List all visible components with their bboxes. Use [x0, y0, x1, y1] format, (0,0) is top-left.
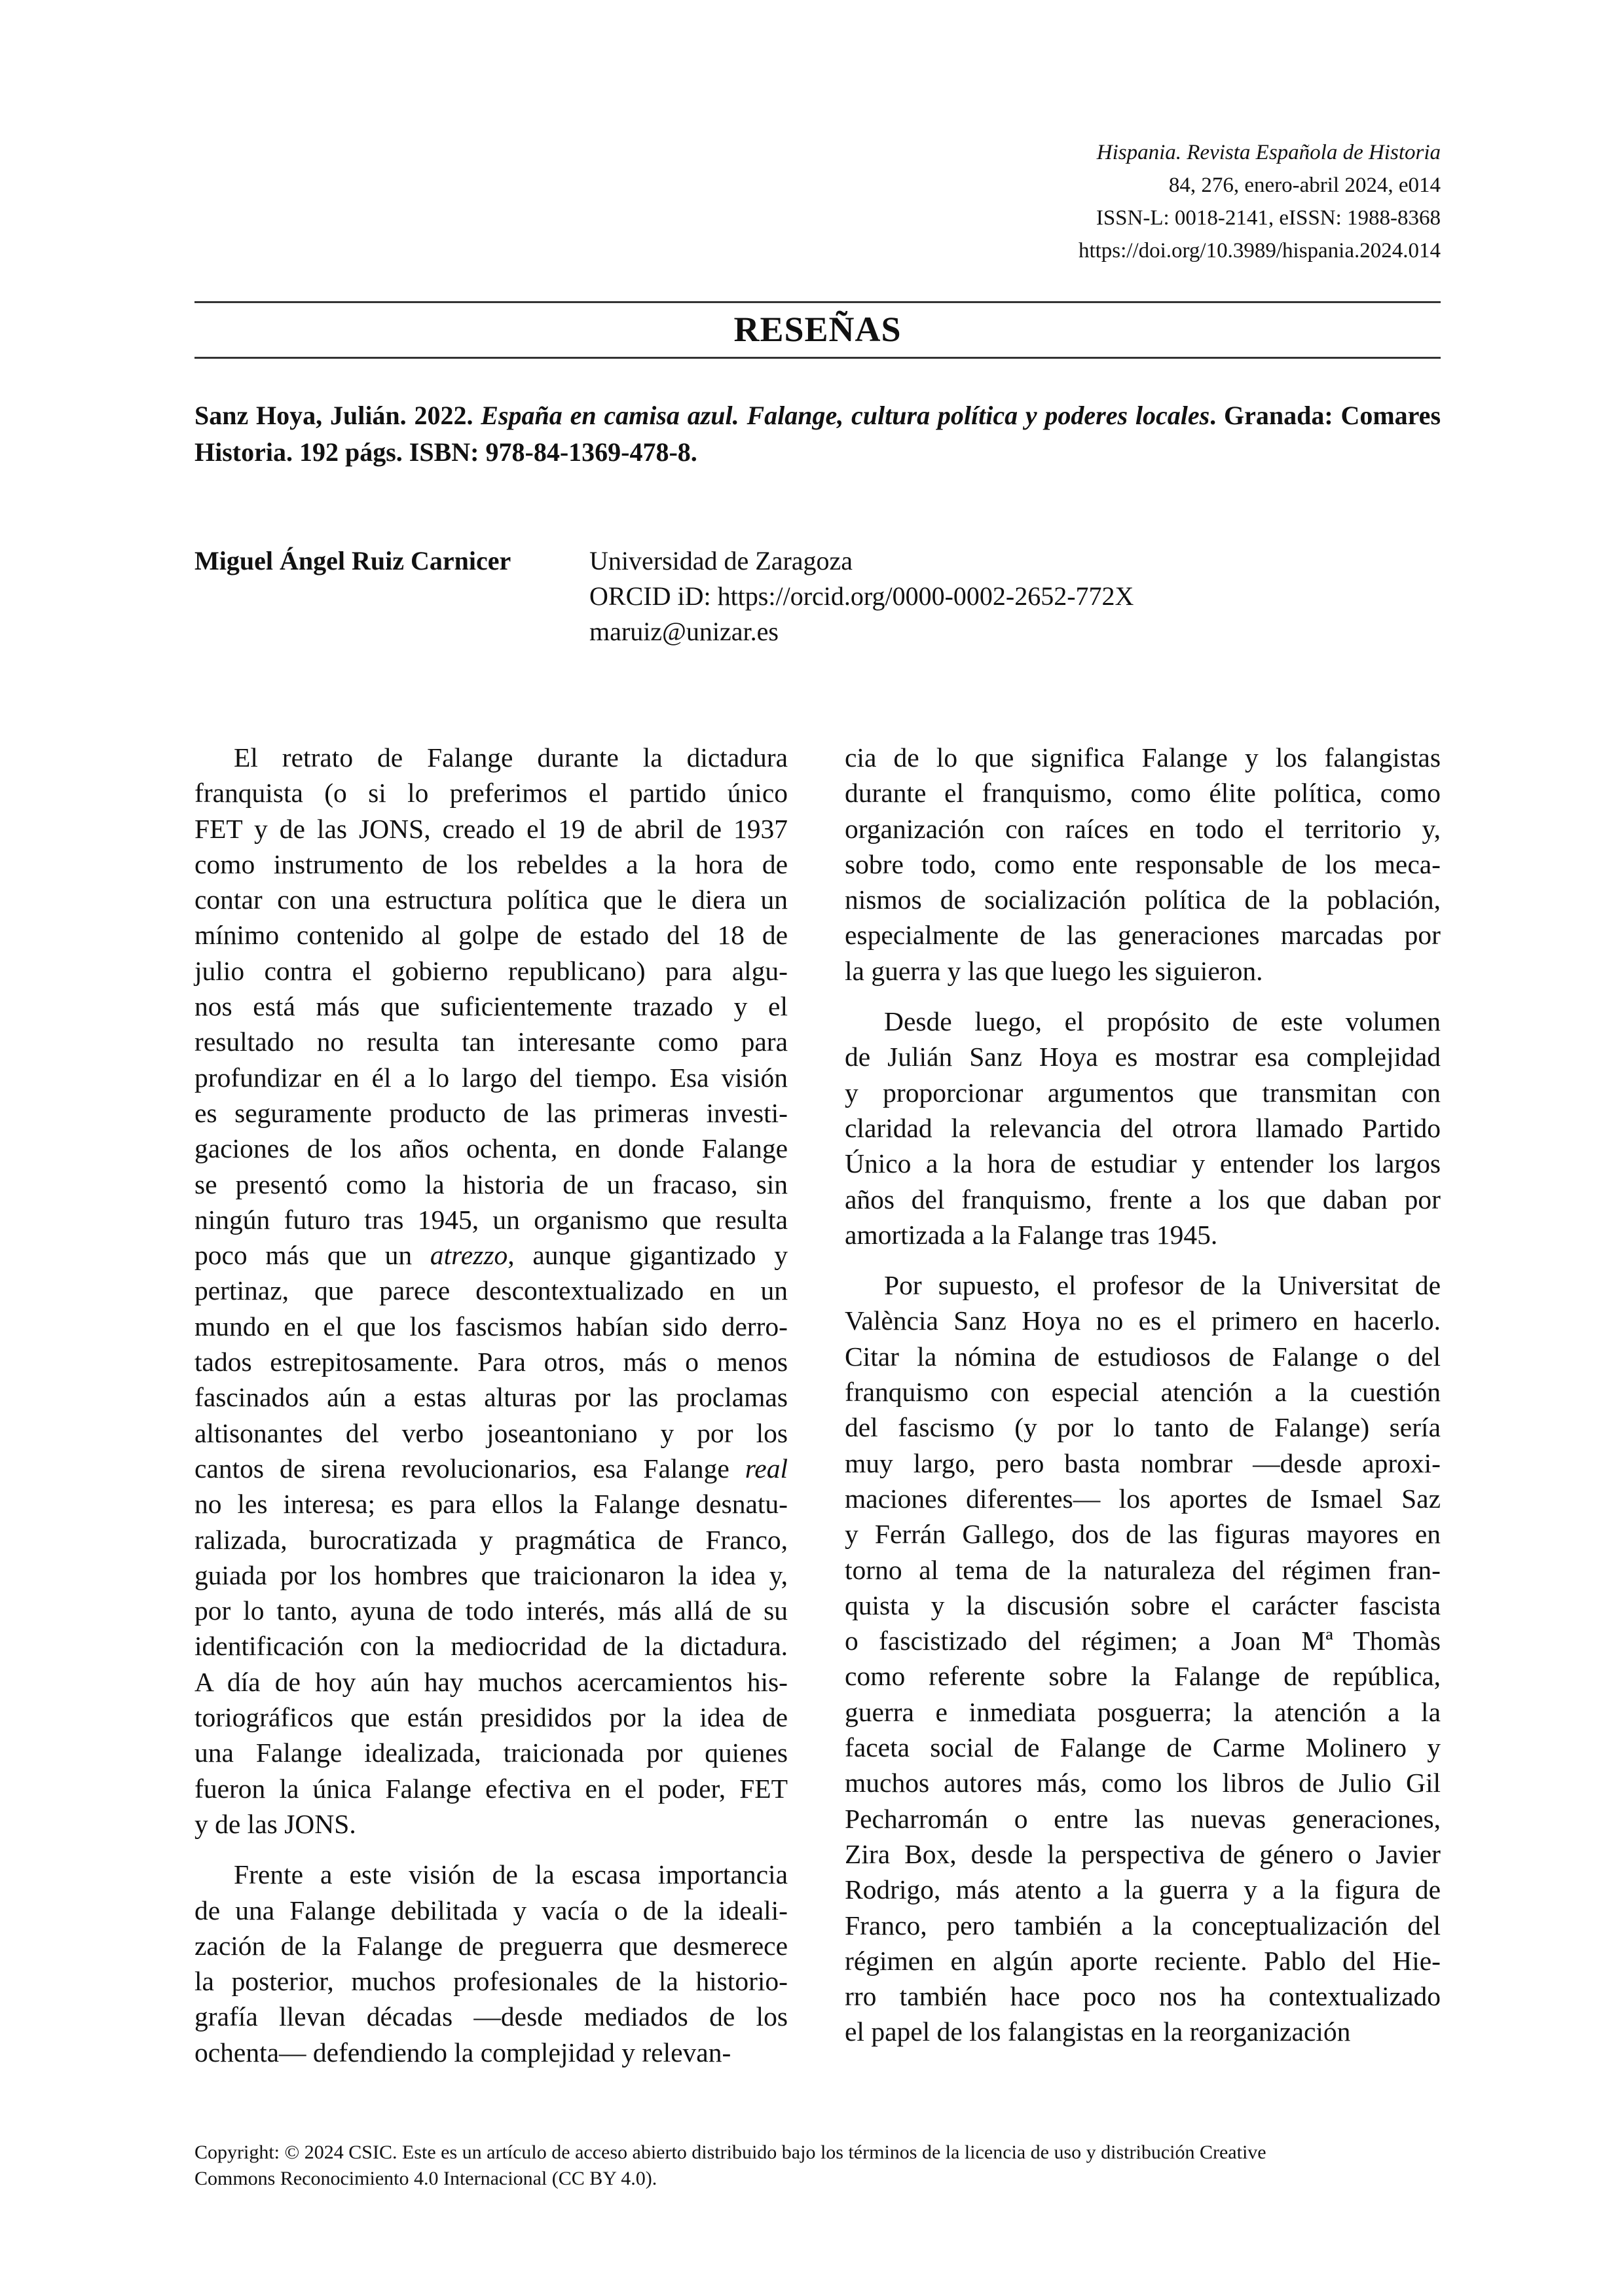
- journal-title: Hispania. Revista Española de Historia: [1096, 141, 1441, 164]
- text-line: durante el franquismo, como élite política, como: [845, 778, 1441, 809]
- text-line: por lo tanto, ayuna de todo interés, más allá de su: [194, 1595, 788, 1626]
- text-line: muy largo, pero basta nombrar —desde aproxi-: [845, 1448, 1441, 1478]
- body-left-column: [194, 740, 788, 2085]
- text-line: Por supuesto, el profesor de la Universitat de: [884, 1270, 1441, 1301]
- reviewer-name: Miguel Ángel Ruiz Carnicer: [194, 546, 511, 575]
- text-line: nismos de socialización política de la población,: [845, 884, 1441, 915]
- text-line: no les interesa; es para ellos la Falange desnatu-: [194, 1489, 788, 1520]
- text-line: y proporcionar argumentos que transmitan con: [845, 1077, 1441, 1108]
- text-line: y de las JONS.: [194, 1808, 356, 1839]
- text-line: franquismo con especial atención a la cuestión: [845, 1377, 1441, 1408]
- body-paragraph: [845, 740, 1441, 989]
- text-line: y Ferrán Gallego, dos de las figuras mayores en: [845, 1519, 1441, 1550]
- text-line: muchos autores más, como los libros de Julio Gil: [845, 1768, 1441, 1798]
- text-line: resultado no resulta tan interesante como para: [194, 1027, 788, 1057]
- text-line: fascinados aún a estas alturas por las proclamas: [194, 1382, 788, 1413]
- text-line: como referente sobre la Falange de república,: [845, 1661, 1441, 1692]
- text-line: contar con una estructura política que le diera un: [194, 884, 788, 915]
- text-line: toriográficos que están presididos por la idea de: [194, 1702, 788, 1733]
- text-line: organización con raíces en todo el territorio y,: [845, 813, 1441, 844]
- text-line: ralizada, burocratizada y pragmática de Franco,: [194, 1524, 788, 1555]
- reviewer-affiliation: Universidad de Zaragoza: [589, 546, 853, 575]
- text-line: de una Falange debilitada y vacía o de la ideali-: [194, 1895, 788, 1925]
- text-line: sobre todo, como ente responsable de los meca-: [845, 848, 1441, 879]
- text-line: Franco, pero también a la conceptualización del: [845, 1910, 1441, 1941]
- body-paragraph: [194, 740, 788, 1842]
- text-line: Frente a este visión de la escasa importancia: [234, 1859, 788, 1890]
- text-line: maciones diferentes— los aportes de Ismael Saz: [845, 1483, 1441, 1514]
- body-paragraph: [194, 1857, 788, 2070]
- text-line: Único a la hora de estudiar y entender los largos: [845, 1148, 1441, 1179]
- text-line: ningún futuro tras 1945, un organismo que resulta: [194, 1204, 788, 1235]
- text-line: el papel de los falangistas en la reorganización: [845, 2016, 1351, 2047]
- text-line: A día de hoy aún hay muchos acercamientos his-: [194, 1666, 788, 1697]
- reviewer-orcid-link[interactable]: ORCID iD: https://orcid.org/0000-0002-2652-772X: [589, 581, 1134, 611]
- text-line: la posterior, muchos profesionales de la historio-: [194, 1966, 788, 1997]
- text-line: rro también hace poco nos ha contextualizado: [845, 1981, 1441, 2012]
- text-line: una Falange idealizada, traicionada por quienes: [194, 1738, 788, 1768]
- text-line: régimen en algún aporte reciente. Pablo del Hie-: [845, 1945, 1441, 1976]
- text-line: fueron la única Falange efectiva en el poder, FET: [194, 1773, 788, 1804]
- text-line: claridad la relevancia del otrora llamado Partido: [845, 1112, 1441, 1143]
- text-line: tados estrepitosamente. Para otros, más o menos: [194, 1347, 788, 1377]
- text-line: El retrato de Falange durante la dictadura: [234, 742, 788, 773]
- citation-book-title: España en camisa azul. Falange, cultura política y poderes locales: [481, 401, 1210, 430]
- text-line: la guerra y las que luego les siguieron.: [845, 955, 1263, 986]
- text-line: identificación con la mediocridad de la dictadura.: [194, 1631, 788, 1662]
- text-line: Citar la nómina de estudiosos de Falange o del: [845, 1341, 1441, 1372]
- text-line: pertinaz, que parece descontextualizado en un: [194, 1275, 788, 1306]
- footer-line-1: Copyright: © 2024 CSIC. Este es un artículo de acceso abierto distribuido bajo los términos de la licencia de uso y distribución Creative: [194, 2141, 1266, 2163]
- text-line: València Sanz Hoya no es el primero en hacerlo.: [845, 1305, 1441, 1336]
- text-line: FET y de las JONS, creado el 19 de abril de 1937: [194, 813, 788, 844]
- text-line: poco más que un atrezzo, aunque gigantizado y: [194, 1240, 788, 1271]
- text-line: gaciones de los años ochenta, en donde Falange: [194, 1133, 788, 1164]
- section-title: RESEÑAS: [733, 310, 902, 349]
- text-line: de Julián Sanz Hoya es mostrar esa complejidad: [845, 1042, 1441, 1072]
- text-line: grafía llevan décadas —desde mediados de los: [194, 2001, 788, 2032]
- text-line: Rodrigo, más atento a la guerra y a la figura de: [845, 1874, 1441, 1905]
- text-line: altisonantes del verbo joseantoniano y por los: [194, 1417, 788, 1448]
- text-line: se presentó como la historia de un fracaso, sin: [194, 1169, 788, 1199]
- text-line: Zira Box, desde la perspectiva de género o Javier: [845, 1838, 1441, 1869]
- reviewer-affiliation-block: [589, 543, 1134, 649]
- book-citation: [194, 397, 1441, 471]
- top-rule: [194, 301, 1441, 303]
- citation-author-year: Sanz Hoya, Julián. 2022.: [194, 401, 481, 430]
- text-line: julio contra el gobierno republicano) para algu-: [194, 955, 788, 986]
- text-line: ochenta— defendiendo la complejidad y relevan-: [194, 2037, 731, 2068]
- text-line: zación de la Falange de preguerra que desmerece: [194, 1930, 788, 1961]
- journal-header: [1079, 136, 1441, 267]
- text-line: franquista (o si lo preferimos el partido único: [194, 778, 788, 809]
- text-line: guerra e inmediata posguerra; la atención a la: [845, 1696, 1441, 1727]
- text-line: especialmente de las generaciones marcadas por: [845, 920, 1441, 951]
- text-line: amortizada a la Falange tras 1945.: [845, 1219, 1218, 1250]
- text-line: como instrumento de los rebeldes a la hora de: [194, 848, 788, 879]
- text-line: o fascistizado del régimen; a Joan Mª Thomàs: [845, 1626, 1441, 1656]
- journal-doi-link[interactable]: https://doi.org/10.3989/hispania.2024.014: [1078, 239, 1441, 263]
- text-line: años del franquismo, frente a los que daban por: [845, 1184, 1441, 1214]
- text-line: guiada por los hombres que traicionaron la idea y,: [194, 1559, 788, 1590]
- text-line: Desde luego, el propósito de este volumen: [884, 1006, 1441, 1037]
- text-line: cantos de sirena revolucionarios, esa Falange real: [194, 1453, 788, 1484]
- body-paragraph: [845, 1004, 1441, 1252]
- text-line: es seguramente producto de las primeras investi-: [194, 1097, 788, 1128]
- text-line: mundo en el que los fascismos habían sido derro-: [194, 1311, 788, 1341]
- bottom-rule: [194, 357, 1441, 359]
- reviewer-email-link[interactable]: maruiz@unizar.es: [589, 617, 779, 646]
- text-line: faceta social de Falange de Carme Molinero y: [845, 1732, 1441, 1763]
- journal-issue: 84, 276, enero-abril 2024, e014: [1168, 173, 1441, 197]
- citation-publisher: . Granada: Comares Historia. 192 págs. ISBN: 978-84-1369-478-8.: [194, 401, 1441, 467]
- body-right-column: [845, 740, 1441, 2065]
- copyright-footer: [194, 2140, 1441, 2192]
- text-line: nos está más que suficientemente trazado y el: [194, 991, 788, 1022]
- text-line: cia de lo que significa Falange y los falangistas: [845, 742, 1441, 773]
- text-line: del fascismo (y por lo tanto de Falange) sería: [845, 1412, 1441, 1443]
- text-line: Pecharromán o entre las nuevas generaciones,: [845, 1803, 1441, 1834]
- text-line: mínimo contenido al golpe de estado del 18 de: [194, 920, 788, 951]
- text-line: torno al tema de la naturaleza del régimen fran-: [845, 1554, 1441, 1585]
- text-line: profundizar en él a lo largo del tiempo. Esa visión: [194, 1062, 788, 1093]
- text-line: quista y la discusión sobre el carácter fascista: [845, 1590, 1441, 1620]
- journal-issn: ISSN-L: 0018-2141, eISSN: 1988-8368: [1096, 206, 1441, 230]
- footer-line-2: Commons Reconocimiento 4.0 Internacional (CC BY 4.0).: [194, 2168, 657, 2189]
- body-paragraph: [845, 1267, 1441, 2050]
